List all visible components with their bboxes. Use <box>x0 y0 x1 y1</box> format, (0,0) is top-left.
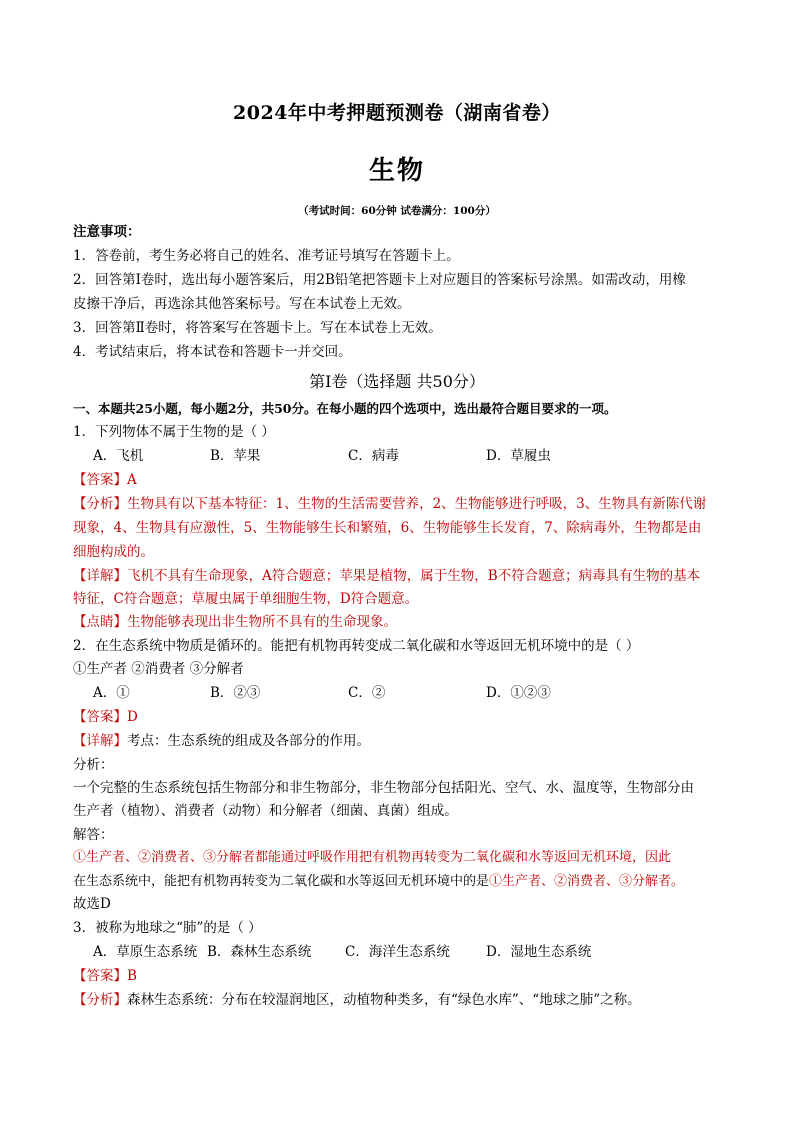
exam-meta: （考试时间：60分钟 试卷满分：100分） <box>298 205 496 217</box>
analysis-text: 生物具有以下基本特征：1、生物的生活需要营养，2、生物能够进行呼吸，3、生物具有新陈代谢 <box>127 496 707 512</box>
q2-choices: ①生产者 ②消费者 ③分解者 <box>73 661 244 677</box>
q3-answer <box>73 966 137 986</box>
detail-text: 考点：生态系统的组成及各部分的作用。 <box>127 733 370 749</box>
question-1-stem: 1．下列物体不属于生物的是（ ） <box>73 424 275 440</box>
analysis-tag: 【分析】 <box>73 496 127 512</box>
subject-title: 生物 <box>368 156 425 186</box>
q1-option-b: B．苹果 <box>210 448 261 464</box>
q2-solution-label: 解答： <box>73 827 114 843</box>
q3-option-c: C．海洋生态系统 <box>345 944 450 960</box>
answer-tag: 【答案】 <box>73 968 127 984</box>
answer-tag: 【答案】 <box>73 472 127 488</box>
analysis-tag: 【分析】 <box>73 992 127 1008</box>
q1-option-c: C．病毒 <box>348 448 399 464</box>
q1-option-d: D．草履虫 <box>486 448 551 464</box>
q2-analysis-label: 分析： <box>73 757 114 773</box>
notice-item: 2．回答第Ⅰ卷时，选出每小题答案后，用2B铅笔把答题卡上对应题目的答案标号涂黑。如需改动，用橡 <box>73 272 686 288</box>
answer-value: D <box>127 709 138 725</box>
q1-detail-line: 特征，C符合题意；草履虫属于单细胞生物，D符合题意。 <box>73 591 419 607</box>
point-text: 生物能够表现出非生物所不具有的生命现象。 <box>127 614 397 630</box>
q2-option-a: A．① <box>93 685 130 701</box>
analysis-text: 森林生态系统：分布在较湿润地区，动植物种类多，有“绿色水库”、“地球之肺”之称。 <box>127 992 641 1008</box>
detail-text: 飞机不具有生命现象，A符合题意；苹果是植物，属于生物，B不符合题意；病毒具有生物的基本 <box>127 568 701 584</box>
notice-item: 皮擦干净后，再选涂其他答案标号。写在本试卷上无效。 <box>73 296 411 312</box>
q2-option-d: D．①②③ <box>486 685 551 701</box>
solution-highlight: ①生产者、②消费者、③分解者。 <box>489 874 685 889</box>
q2-option-b: B．②③ <box>210 685 261 701</box>
q1-analysis-line: 现象，4、生物具有应激性，5、生物能够生长和繁殖，6、生物能够生长发育，7、除病毒外，生物都是由 <box>73 520 702 536</box>
point-tag: 【点睛】 <box>73 614 127 630</box>
q1-option-a: A．飞机 <box>93 448 144 464</box>
q3-option-d: D．湿地生态系统 <box>486 944 592 960</box>
answer-tag: 【答案】 <box>73 709 127 725</box>
notice-heading: 注意事项： <box>73 224 141 240</box>
q1-detail <box>73 566 700 586</box>
question-3-stem: 3．被称为地球之“肺”的是（ ） <box>73 920 262 936</box>
q1-analysis <box>73 494 706 514</box>
q2-detail <box>73 731 370 751</box>
q2-option-c: C．② <box>348 685 386 701</box>
section-instruction: 一、本题共25小题，每小题2分，共50分。在每小题的四个选项中，选出最符合题目要求的一项。 <box>73 401 617 416</box>
q2-analysis-line: 一个完整的生态系统包括生物部分和非生物部分，非生物部分包括阳光、空气、水、温度等，生物部分由 <box>73 780 694 796</box>
section-title: 第Ⅰ卷（选择题 共50分） <box>309 372 485 391</box>
q2-solution-end: 故选D <box>73 896 111 912</box>
detail-tag: 【详解】 <box>73 733 127 749</box>
solution-text: 在生态系统中，能把有机物再转变为二氧化碳和水等返回无机环境中的是 <box>73 874 490 889</box>
q1-analysis-line: 细胞构成的。 <box>73 544 154 560</box>
q3-option-a: A．草原生态系统 <box>93 944 198 960</box>
notice-item: 4．考试结束后，将本试卷和答题卡一并交回。 <box>73 344 352 360</box>
q1-answer <box>73 470 137 490</box>
q1-point <box>73 612 397 632</box>
q2-analysis-line: 生产者（植物）、消费者（动物）和分解者（细菌、真菌）组成。 <box>73 803 458 819</box>
exam-title: 2024年中考押题预测卷（湖南省卷） <box>233 102 561 124</box>
notice-item: 3．回答第Ⅱ卷时，将答案写在答题卡上。写在本试卷上无效。 <box>73 320 442 336</box>
q2-answer <box>73 707 138 727</box>
answer-value: B <box>127 968 137 984</box>
answer-value: A <box>127 472 137 488</box>
question-2-stem: 2．在生态系统中物质是循环的。能把有机物再转变成二氧化碳和水等返回无机环境中的是（ ） <box>73 638 640 654</box>
q3-option-b: B．森林生态系统 <box>207 944 312 960</box>
notice-item: 1．答卷前，考生务必将自己的姓名、准考证号填写在答题卡上。 <box>73 248 460 264</box>
detail-tag: 【详解】 <box>73 568 127 584</box>
q3-analysis <box>73 990 641 1010</box>
q2-solution-line: ①生产者、②消费者、③分解者都能通过呼吸作用把有机物再转变为二氧化碳和水等返回无机环境，因此 <box>73 850 672 865</box>
q2-solution-line <box>73 872 684 892</box>
